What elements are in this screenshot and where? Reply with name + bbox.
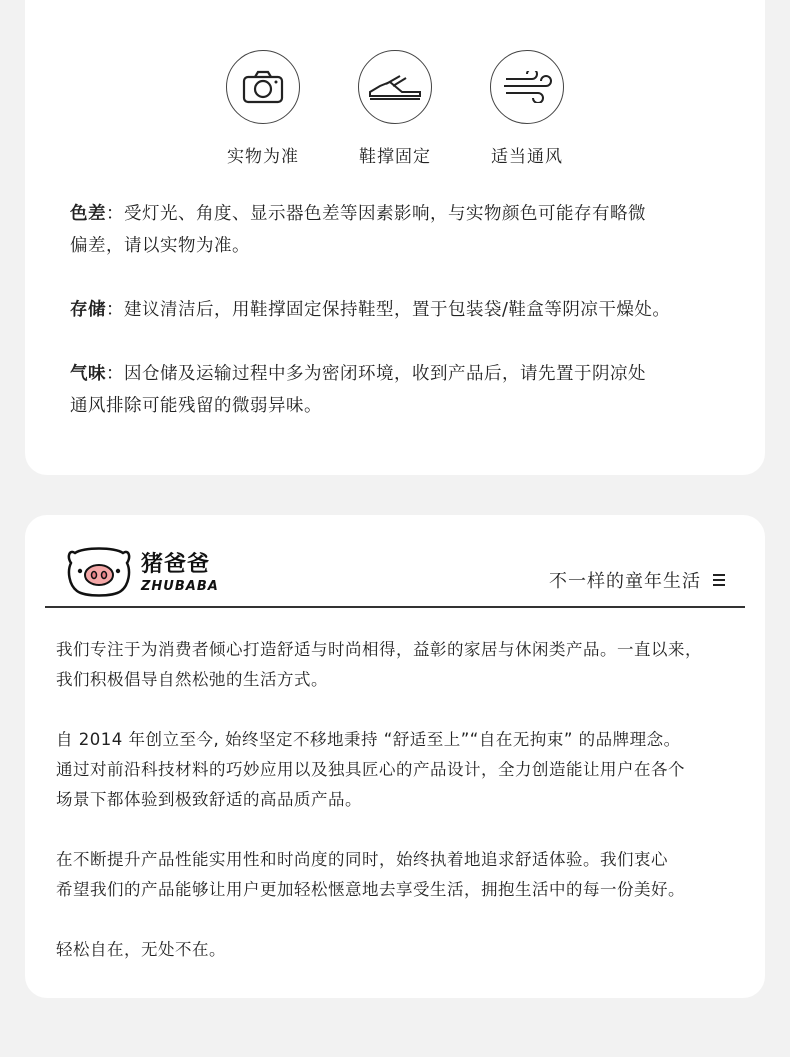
shoe-tree-icon — [358, 50, 432, 124]
note-text: 受灯光、角度、显示器色差等因素影响，与实物颜色可能存有略微 — [124, 204, 646, 224]
feature-label: 鞋撑固定 — [359, 147, 431, 167]
paragraph — [56, 845, 746, 905]
paragraph — [56, 935, 746, 965]
paragraph-line: 在不断提升产品性能实用性和时尚度的同时，始终执着地追求舒适体验。我们衷心 — [56, 850, 668, 869]
care-notes — [70, 198, 740, 454]
brand-name-en: ZHUBABA — [141, 579, 219, 594]
note-text: 因仓储及运输过程中多为密闭环境，收到产品后，请先置于阴凉处 — [124, 364, 646, 384]
note-separator: ： — [106, 204, 124, 224]
paragraph — [56, 635, 746, 695]
feature-ventilation — [467, 50, 587, 167]
note-title: 存储 — [70, 300, 106, 320]
feature-shoe-tree — [335, 50, 455, 167]
note-odor — [70, 358, 740, 422]
note-title: 色差 — [70, 204, 106, 224]
paragraph-line: 轻松自在，无处不在。 — [56, 940, 226, 959]
feature-label: 适当通风 — [491, 147, 563, 167]
feature-label: 实物为准 — [227, 147, 299, 167]
note-color-difference — [70, 198, 740, 262]
note-title: 气味 — [70, 364, 106, 384]
brand-story-card — [25, 515, 765, 998]
wind-icon — [490, 50, 564, 124]
pig-logo-icon — [65, 545, 133, 599]
paragraph — [56, 725, 746, 815]
paragraph-line: 自 2014 年创立至今, 始终坚定不移地秉持 “舒适至上”“自在无拘束” 的品牌理念。 — [56, 730, 681, 749]
note-text: 偏差，请以实物为准。 — [70, 236, 250, 256]
feature-icons — [25, 50, 765, 190]
brand-story-text — [56, 635, 746, 995]
feature-real-item — [203, 50, 323, 167]
note-text: 通风排除可能残留的微弱异味。 — [70, 396, 322, 416]
note-separator: ： — [106, 364, 124, 384]
paragraph-line: 希望我们的产品能够让用户更加轻松惬意地去享受生活，拥抱生活中的每一份美好。 — [56, 880, 685, 899]
note-text: 建议清洁后，用鞋撑固定保持鞋型，置于包装袋/鞋盒等阴凉干燥处。 — [124, 300, 671, 320]
brand-logo — [65, 545, 265, 601]
brand-name-cn: 猪爸爸 — [141, 552, 211, 577]
paragraph-line: 通过对前沿科技材料的巧妙应用以及独具匠心的产品设计，全力创造能让用户在各个 — [56, 760, 685, 779]
header-divider — [45, 606, 745, 608]
paragraph-line: 我们积极倡导自然松弛的生活方式。 — [56, 670, 328, 689]
brand-slogan — [549, 567, 725, 593]
camera-icon — [226, 50, 300, 124]
note-storage — [70, 294, 740, 326]
slogan-text: 不一样的童年生活 — [549, 571, 701, 592]
paragraph-line: 我们专注于为消费者倾心打造舒适与时尚相得，益彰的家居与休闲类产品。一直以来， — [56, 640, 702, 659]
menu-icon — [713, 574, 725, 586]
paragraph-line: 场景下都体验到极致舒适的高品质产品。 — [56, 790, 362, 809]
care-info-card — [25, 0, 765, 475]
note-separator: ： — [106, 300, 124, 320]
